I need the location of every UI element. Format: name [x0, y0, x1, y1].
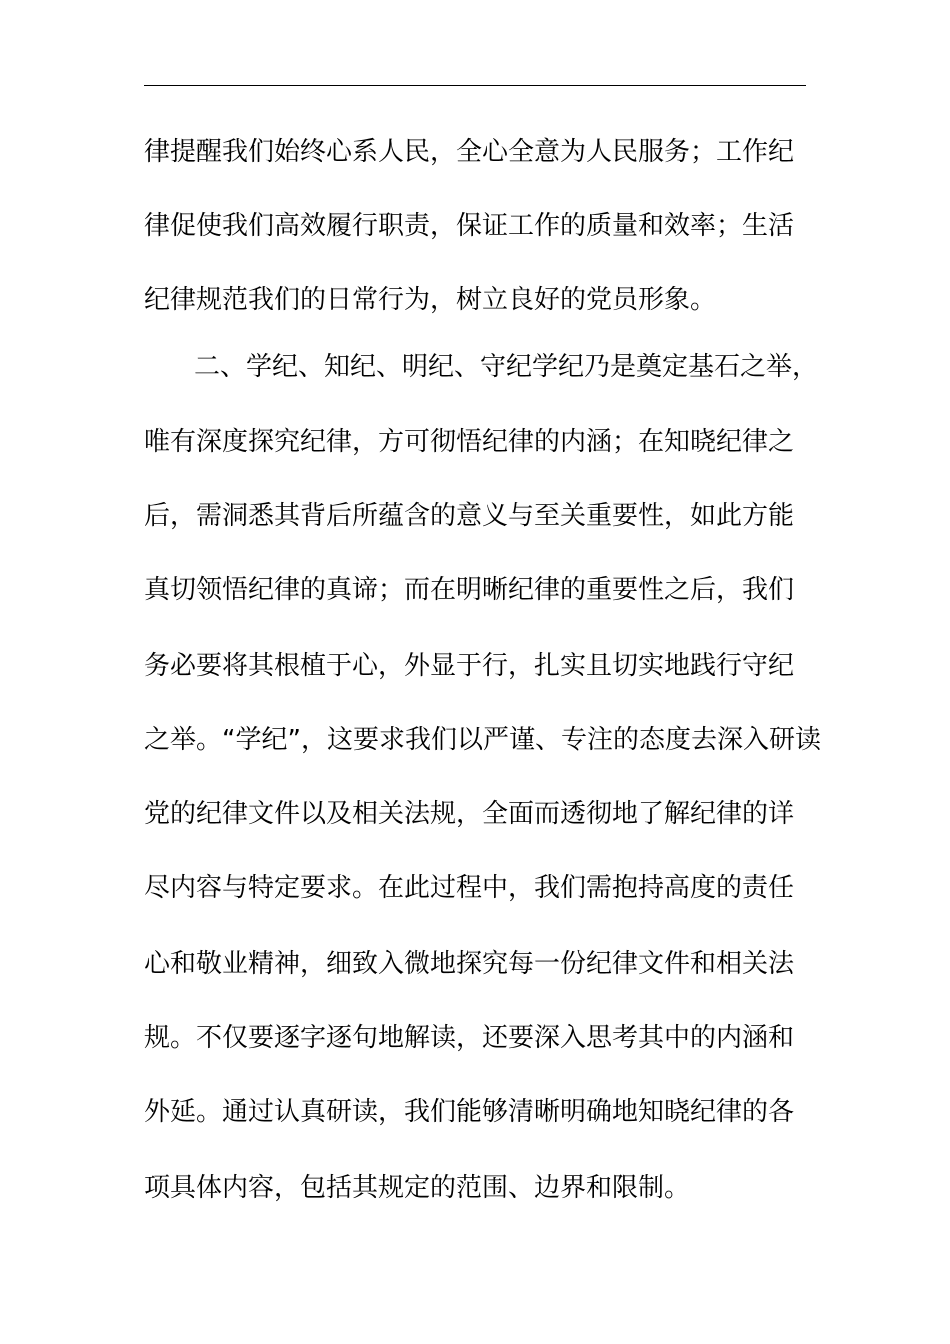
- text-line: 唯有深度探究纪律，方可彻悟纪律的内涵；在知晓纪律之: [144, 427, 795, 457]
- text-line: 后，需洞悉其背后所蕴含的意义与至关重要性，如此方能: [144, 501, 795, 531]
- text-line: 务必要将其根植于心，外显于行，扎实且切实地践行守纪: [144, 651, 795, 681]
- text-line: 纪律规范我们的日常行为，树立良好的党员形象。: [144, 285, 717, 315]
- text-line: 尽内容与特定要求。在此过程中，我们需抱持高度的责任: [144, 873, 795, 903]
- text-line: 项具体内容，包括其规定的范围、边界和限制。: [144, 1173, 691, 1203]
- text-line: 外延。通过认真研读，我们能够清晰明确地知晓纪律的各: [144, 1097, 795, 1127]
- text-line: 律促使我们高效履行职责，保证工作的质量和效率；生活: [144, 211, 795, 241]
- text-line: 之举。“学纪”，这要求我们以严谨、专注的态度去深入研读: [144, 725, 821, 755]
- header-rule: [144, 85, 806, 86]
- paragraph-start-line: 二、学纪、知纪、明纪、守纪学纪乃是奠定基石之举，: [194, 352, 819, 382]
- text-line: 心和敬业精神，细致入微地探究每一份纪律文件和相关法: [144, 949, 795, 979]
- text-line: 真切领悟纪律的真谛；而在明晰纪律的重要性之后，我们: [144, 575, 795, 605]
- text-line: 党的纪律文件以及相关法规，全面而透彻地了解纪律的详: [144, 799, 795, 829]
- text-line: 律提醒我们始终心系人民，全心全意为人民服务；工作纪: [144, 137, 795, 167]
- text-line: 规。不仅要逐字逐句地解读，还要深入思考其中的内涵和: [144, 1023, 795, 1053]
